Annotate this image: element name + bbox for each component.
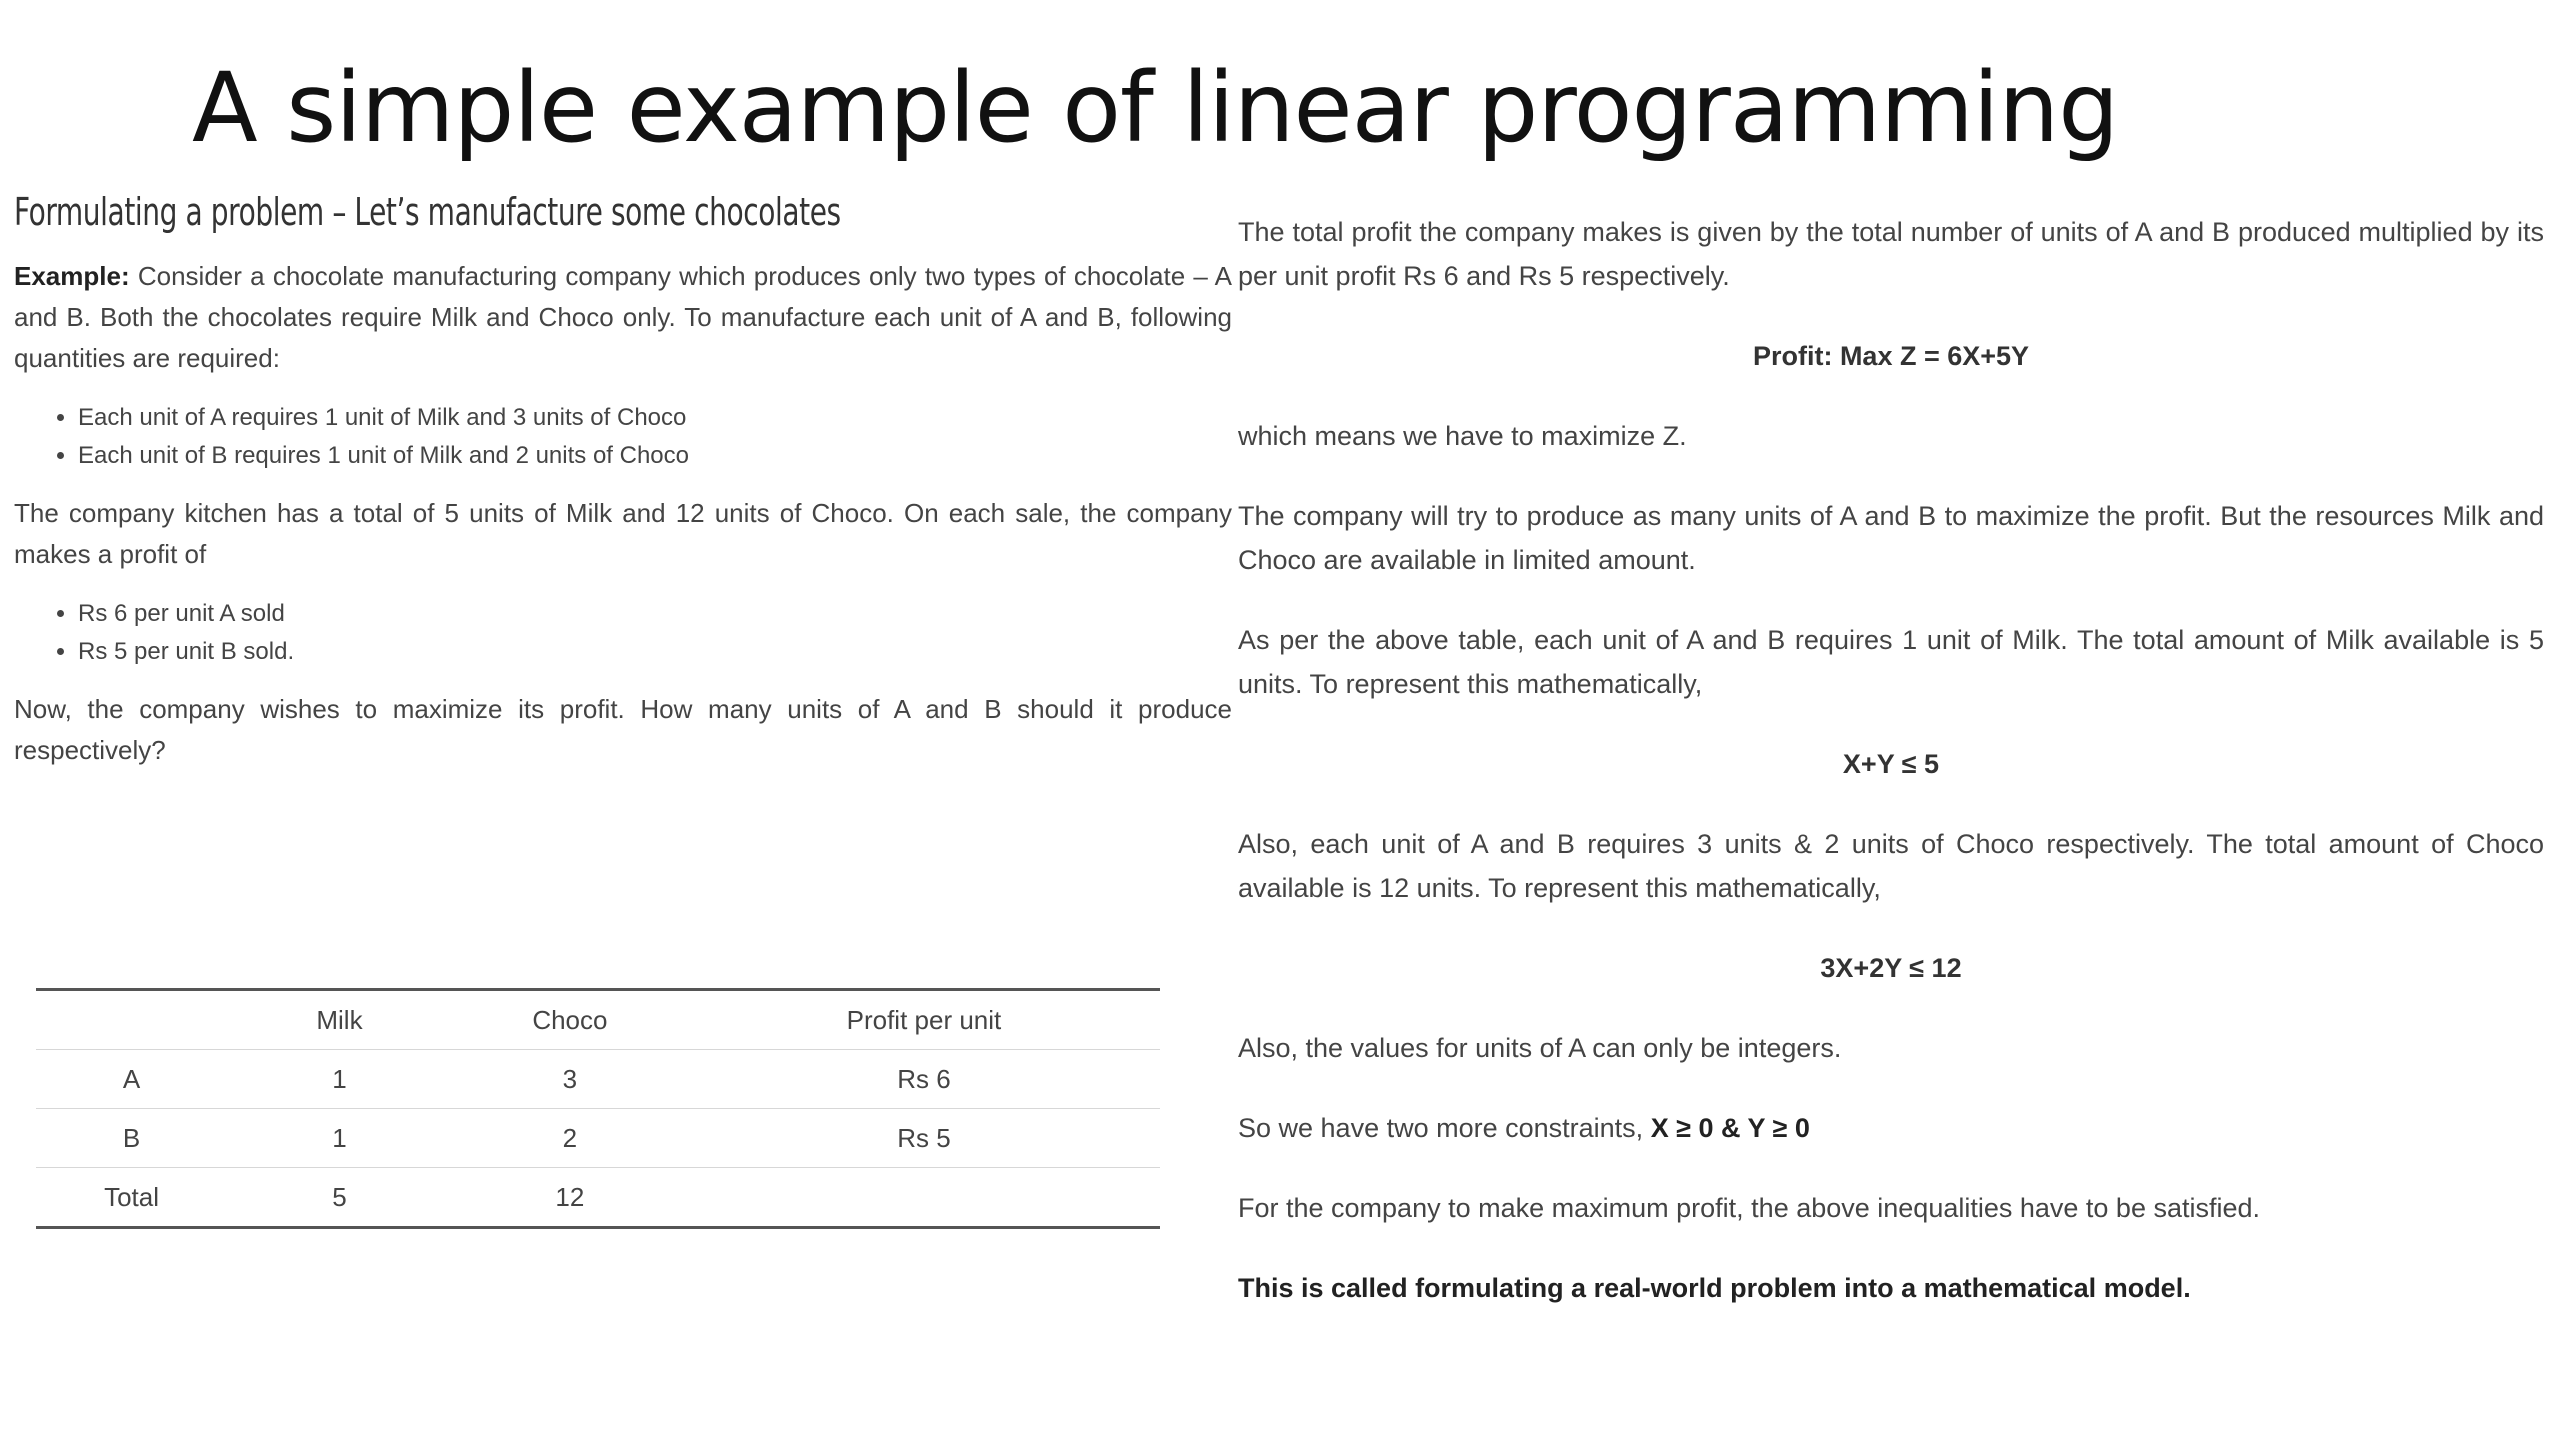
section-heading: Formulating a problem – Let’s manufacture some chocolates: [14, 190, 841, 234]
choco-paragraph: Also, each unit of A and B requires 3 units & 2 units of Choco respectively. The total amount of Choco available is 12 units. To represent this mathematically,: [1238, 829, 2544, 903]
table-cell: 2: [452, 1109, 688, 1168]
non-negativity-constraints: X ≥ 0 & Y ≥ 0: [1650, 1113, 1810, 1143]
table-cell: 5: [227, 1168, 452, 1228]
resource-table: [36, 988, 1160, 1229]
table-cell: 1: [227, 1050, 452, 1109]
table-header: Profit per unit: [688, 990, 1160, 1050]
profit-equation: Profit: Max Z = 6X+5Y: [1752, 341, 2030, 371]
example-text: Consider a chocolate manufacturing company which produces only two types of chocolate – A and B. Both the chocolates require Milk and Choco only. To manufacture each unit of A and B, following quantities are required:: [14, 261, 1232, 373]
table-cell: A: [36, 1050, 227, 1109]
right-column: [1238, 210, 2544, 1310]
requirements-list: [14, 399, 1232, 475]
profit-explanation: The total profit the company makes is given by the total number of units of A and B produced multiplied by its per unit profit Rs 6 and Rs 5 respectively.: [1238, 217, 2544, 291]
question-paragraph: Now, the company wishes to maximize its profit. How many units of A and B should it produce respectively?: [14, 694, 1232, 765]
profits-list: [14, 595, 1232, 671]
constraints-paragraph: [1238, 1106, 2544, 1150]
table-header-row: [36, 990, 1160, 1050]
table-header: [36, 990, 227, 1050]
table-row: [36, 1109, 1160, 1168]
table-row: [36, 1050, 1160, 1109]
table-cell: 1: [227, 1109, 452, 1168]
table-cell: Rs 6: [688, 1050, 1160, 1109]
conclusion: This is called formulating a real-world problem into a mathematical model.: [1238, 1273, 2191, 1303]
satisfy-note: For the company to make maximum profit, the above inequalities have to be satisfied.: [1238, 1193, 2261, 1223]
choco-constraint: 3X+2Y ≤ 12: [1820, 953, 1962, 983]
list-item: • Rs 6 per unit A sold: [78, 595, 1232, 633]
kitchen-paragraph: The company kitchen has a total of 5 units of Milk and 12 units of Choco. On each sale, the company makes a profit of: [14, 498, 1232, 569]
slide-title: A simple example of linear programming: [192, 52, 2119, 164]
table-cell: Total: [36, 1168, 227, 1228]
milk-paragraph: As per the above table, each unit of A and B requires 1 unit of Milk. The total amount of Milk available is 5 units. To represent this mathematically,: [1238, 625, 2544, 699]
milk-constraint: X+Y ≤ 5: [1842, 749, 1940, 779]
maximize-note: which means we have to maximize Z.: [1238, 421, 1687, 451]
list-item: • Each unit of B requires 1 unit of Milk and 2 units of Choco: [78, 437, 1232, 475]
table-header: Milk: [227, 990, 452, 1050]
table-cell: 3: [452, 1050, 688, 1109]
example-label: Example:: [14, 261, 130, 291]
table-cell: B: [36, 1109, 227, 1168]
table-cell: Rs 5: [688, 1109, 1160, 1168]
resources-paragraph: The company will try to produce as many units of A and B to maximize the profit. But the resources Milk and Choco are available in limited amount.: [1238, 501, 2544, 575]
list-item: • Rs 5 per unit B sold.: [78, 633, 1232, 671]
table-row: [36, 1168, 1160, 1228]
left-column: [14, 190, 1232, 771]
constraints-prefix: So we have two more constraints,: [1238, 1113, 1651, 1143]
table-header: Choco: [452, 990, 688, 1050]
table-cell: [688, 1168, 1160, 1228]
list-item: • Each unit of A requires 1 unit of Milk and 3 units of Choco: [78, 399, 1232, 437]
integer-note: Also, the values for units of A can only be integers.: [1238, 1033, 1842, 1063]
example-paragraph: [14, 256, 1232, 379]
table-cell: 12: [452, 1168, 688, 1228]
